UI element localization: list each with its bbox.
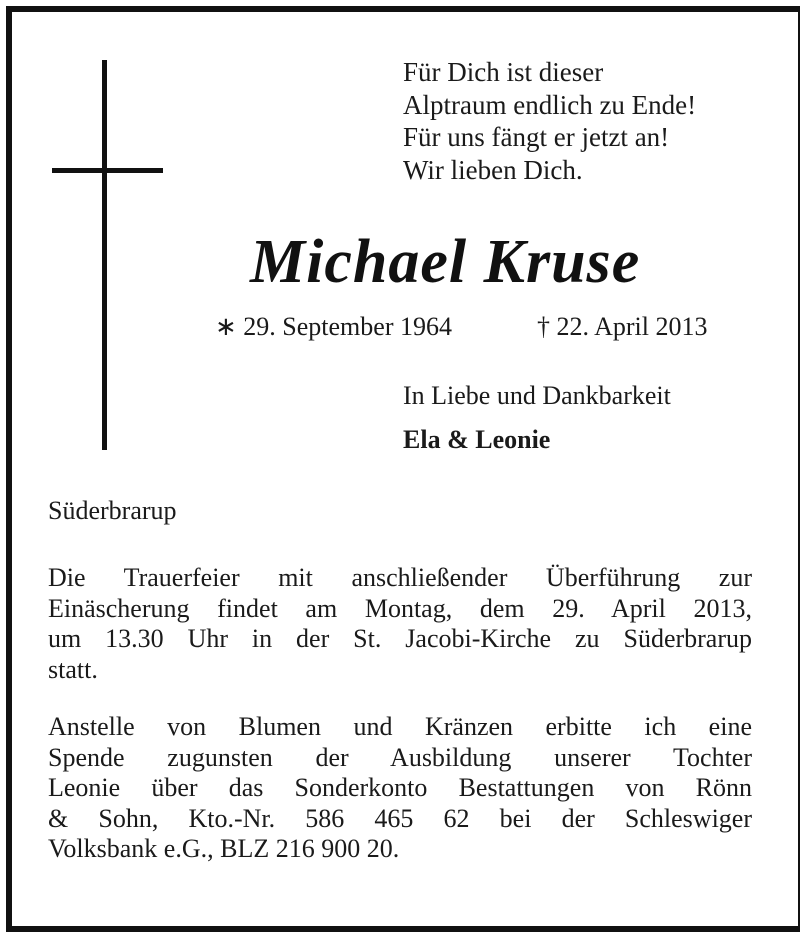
place-name: Süderbrarup: [48, 496, 177, 525]
birth-date: ∗ 29. September 1964: [215, 312, 452, 341]
signers: Ela & Leonie: [403, 425, 551, 454]
donation-notice-line: Anstelle von Blumen und Kränzen erbitte ich eine: [48, 712, 752, 741]
poem-line: Für Dich ist dieser: [403, 57, 604, 87]
donation-notice: [48, 712, 752, 865]
deceased-name: Michael Kruse: [250, 228, 641, 296]
poem-line: Alptraum endlich zu Ende!: [403, 89, 697, 120]
funeral-notice: [48, 563, 752, 685]
closing-phrase: In Liebe und Dankbarkeit: [403, 381, 671, 410]
poem-line: Wir lieben Dich.: [403, 154, 583, 185]
donation-notice-line: & Sohn, Kto.-Nr. 586 465 62 bei der Schleswiger: [48, 803, 752, 833]
funeral-notice-line: statt.: [48, 654, 98, 684]
death-date: † 22. April 2013: [537, 312, 708, 341]
donation-notice-line: Volksbank e.G., BLZ 216 900 20.: [48, 834, 400, 863]
cross-vertical-bar: [102, 60, 107, 450]
funeral-notice-line: Die Trauerfeier mit anschließender Überführung zur: [48, 563, 752, 592]
funeral-notice-line: um 13.30 Uhr in der St. Jacobi-Kirche zu Süderbrarup: [48, 624, 752, 653]
donation-notice-line: Leonie über das Sonderkonto Bestattungen von Rönn: [48, 773, 752, 802]
funeral-notice-line: Einäscherung findet am Montag, dem 29. April 2013,: [48, 593, 752, 623]
poem-line: Für uns fängt er jetzt an!: [403, 122, 670, 152]
donation-notice-line: Spende zugunsten der Ausbildung unserer Tochter: [48, 742, 752, 772]
poem: [403, 56, 696, 186]
cross-horizontal-bar: [52, 168, 163, 173]
